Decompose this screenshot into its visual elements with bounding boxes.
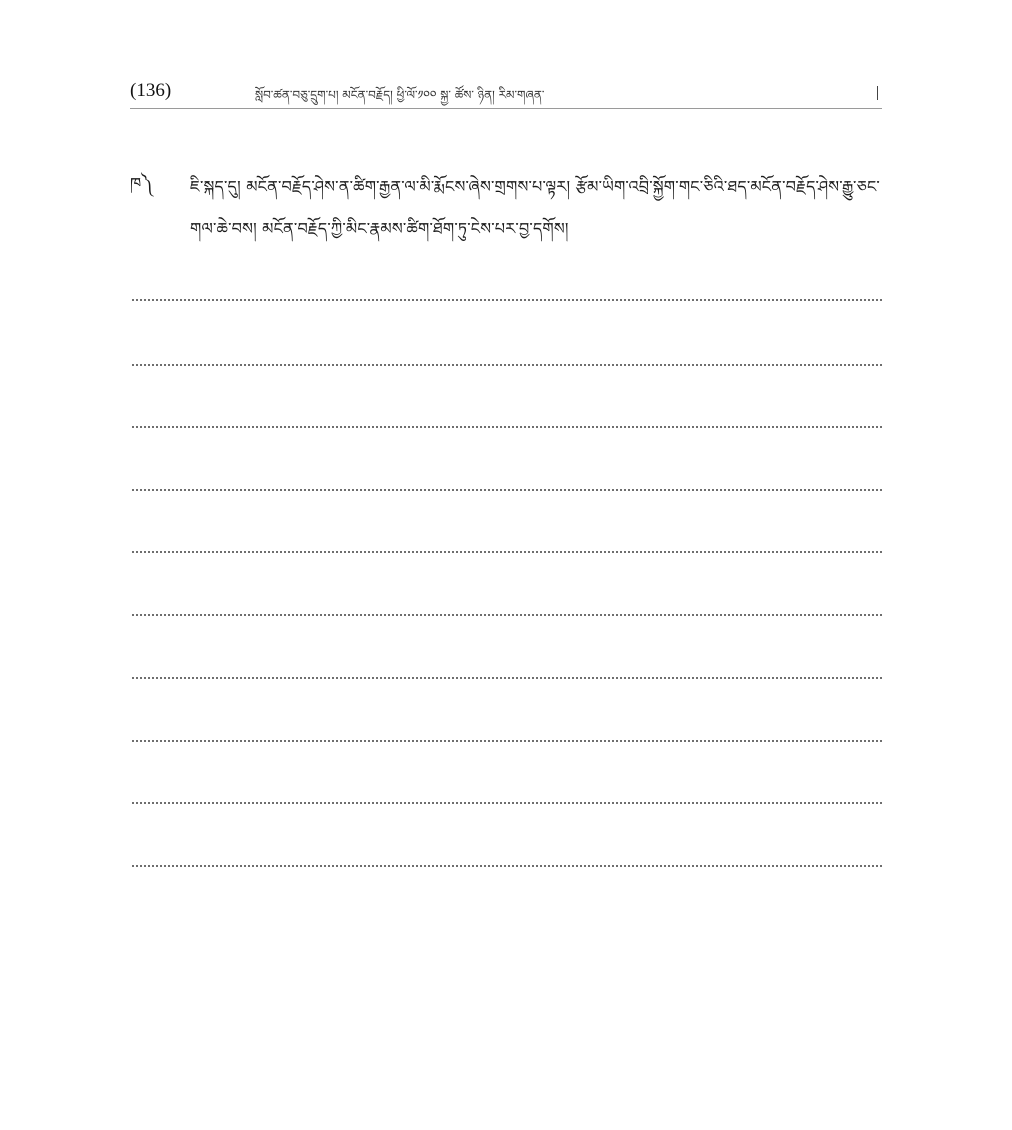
answer-line[interactable]: [132, 614, 882, 616]
answer-line[interactable]: [132, 802, 882, 804]
answer-line[interactable]: [132, 740, 882, 742]
answer-line[interactable]: [132, 364, 882, 366]
answer-line[interactable]: [132, 299, 882, 301]
answer-line[interactable]: [132, 677, 882, 679]
question-number: ཁ༽: [130, 174, 153, 193]
answer-line[interactable]: [132, 426, 882, 428]
header-end-mark: [877, 86, 878, 100]
answer-line[interactable]: [132, 551, 882, 553]
running-title: སློབ་ཚན་བཅུ་དྲུག་པ། མངོན་བརྗོད། ཕྱི་ལོ་༡༠༠ སྐྱ་ ཚོས་ ཉིན། རིམ་གཞན་: [255, 88, 545, 102]
page-number: (136): [130, 80, 172, 101]
answer-line[interactable]: [132, 865, 882, 867]
page-header: [130, 78, 882, 109]
question-text: ཇི་སྐད་དུ། མངོན་བརྗོད་ཤེས་ན་ཚིག་རྒྱན་ལ་མི་རྨོངས་ཞེས་གྲགས་པ་ལྟར། རྩོམ་ཡིག་འབྲི་སྐྱོག་གང་ཅིའི་ཐད་མངོན་བརྗོད་ཤེས་རྒྱུ་ཅང་གལ་ཆེ་བས། མངོན་བརྗོད་ཀྱི་མིང་རྣམས་ཚིག་ཐོག་ཏུ་ངེས་པར་བྱ་དགོས།: [190, 177, 880, 238]
answer-line[interactable]: [132, 489, 882, 491]
